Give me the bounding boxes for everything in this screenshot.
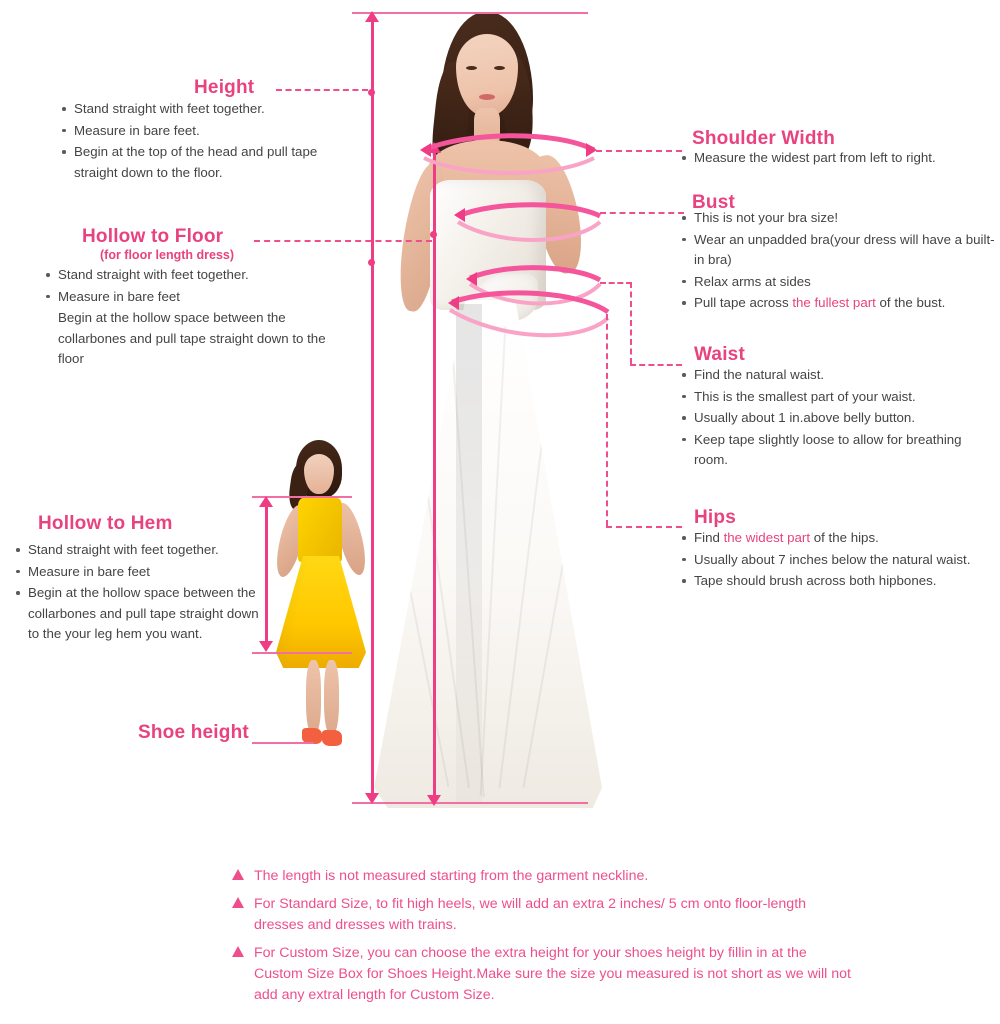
- list-item: Measure in bare feet: [14, 562, 270, 583]
- bust-highlight-pre: Pull tape across: [694, 295, 793, 310]
- warning-triangle-icon: [232, 946, 244, 957]
- warning-triangle-icon: [232, 897, 244, 908]
- list-item: Tape should brush across both hipbones.: [680, 571, 988, 592]
- list-item-highlight: [680, 528, 988, 549]
- bust-bullets: [680, 208, 1000, 315]
- hips-arrow-left: [448, 296, 459, 310]
- list-item: This is not your bra size!: [680, 208, 1000, 229]
- hips-title: Hips: [694, 507, 736, 528]
- note-text: The length is not measured starting from the garment neckline.: [254, 868, 649, 884]
- list-item: This is the smallest part of your waist.: [680, 387, 986, 408]
- hem-bottom-tick: [252, 652, 352, 654]
- note-text: For Standard Size, to fit high heels, we will add an extra 2 inches/ 5 cm onto floor-length dresses and dresses with trains.: [254, 896, 807, 933]
- hollow-to-hem-bullets: [14, 540, 270, 646]
- list-item: Measure the widest part from left to right.: [680, 148, 1000, 169]
- waist-leader-line-h2: [630, 364, 682, 366]
- shoulder-leader-line: [596, 150, 682, 152]
- shoe-height-title: Shoe height: [138, 722, 249, 743]
- list-item: Relax arms at sides: [680, 272, 1000, 293]
- waist-arrow-left: [466, 272, 477, 286]
- list-item-highlight: [680, 293, 1000, 314]
- shoe-height-tick: [252, 742, 314, 744]
- hips-highlight-text: the widest part: [723, 530, 811, 545]
- list-item: Measure in bare feet: [44, 287, 334, 308]
- height-title: Height: [194, 77, 255, 98]
- note-item: [232, 943, 852, 1006]
- height-bullets: [60, 99, 340, 184]
- hollow-to-floor-subtitle: (for floor length dress): [100, 248, 235, 262]
- hollow-to-hem-arrow-up: [259, 496, 273, 507]
- waist-title: Waist: [694, 344, 745, 365]
- list-item: Usually about 7 inches below the natural waist.: [680, 550, 988, 571]
- list-item: Keep tape slightly loose to allow for breathing room.: [680, 430, 986, 471]
- hollow-to-floor-title: Hollow to Floor: [82, 226, 224, 247]
- shoulder-width-bullets: [680, 148, 1000, 170]
- hips-highlight-pre: Find: [694, 530, 724, 545]
- list-item: Stand straight with feet together.: [60, 99, 340, 120]
- list-item: Usually about 1 in.above belly button.: [680, 408, 986, 429]
- waist-leader-line-h: [600, 282, 632, 284]
- hollow-to-hem-title: Hollow to Hem: [38, 513, 173, 534]
- footer-notes: [232, 866, 852, 1013]
- note-item: [232, 866, 852, 887]
- hips-bullets: [680, 528, 988, 593]
- list-item: Stand straight with feet together.: [14, 540, 270, 561]
- list-item: Find the natural waist.: [680, 365, 986, 386]
- list-item: Stand straight with feet together.: [44, 265, 334, 286]
- list-item: Begin at the hollow space between the collarbones and pull tape straight down to the your leg hem you want.: [14, 583, 270, 645]
- bust-highlight-text: the fullest part: [792, 295, 876, 310]
- list-item: Begin at the top of the head and pull tape straight down to the floor.: [60, 142, 340, 183]
- bust-leader-line: [600, 212, 684, 214]
- bust-title: Bust: [692, 192, 736, 213]
- list-item: Measure in bare feet.: [60, 121, 340, 142]
- note-text: For Custom Size, you can choose the extra height for your shoes height by fillin in at the Custom Size Box for Shoes Height.Make sure the size you measured is not short as we will not add any extral length for Custom Size.: [254, 945, 851, 1003]
- list-item: Wear an unpadded bra(your dress will have a built-in bra): [680, 230, 1000, 271]
- warning-triangle-icon: [232, 869, 244, 880]
- bust-highlight-post: of the bust.: [875, 295, 946, 310]
- bust-arrow-left: [454, 208, 465, 222]
- hollow-to-floor-bullets: [44, 265, 334, 371]
- waist-leader-line-v: [630, 282, 632, 364]
- hips-leader-line-v: [606, 314, 608, 526]
- waist-bullets: [680, 365, 986, 472]
- note-item: [232, 894, 852, 936]
- shoulder-width-title: Shoulder Width: [692, 128, 835, 149]
- hips-highlight-post: of the hips.: [810, 530, 879, 545]
- hips-leader-line-h: [606, 526, 682, 528]
- shoulder-arrow-left: [420, 143, 431, 157]
- list-item: Begin at the hollow space between the collarbones and pull tape straight down to the floor: [58, 310, 326, 366]
